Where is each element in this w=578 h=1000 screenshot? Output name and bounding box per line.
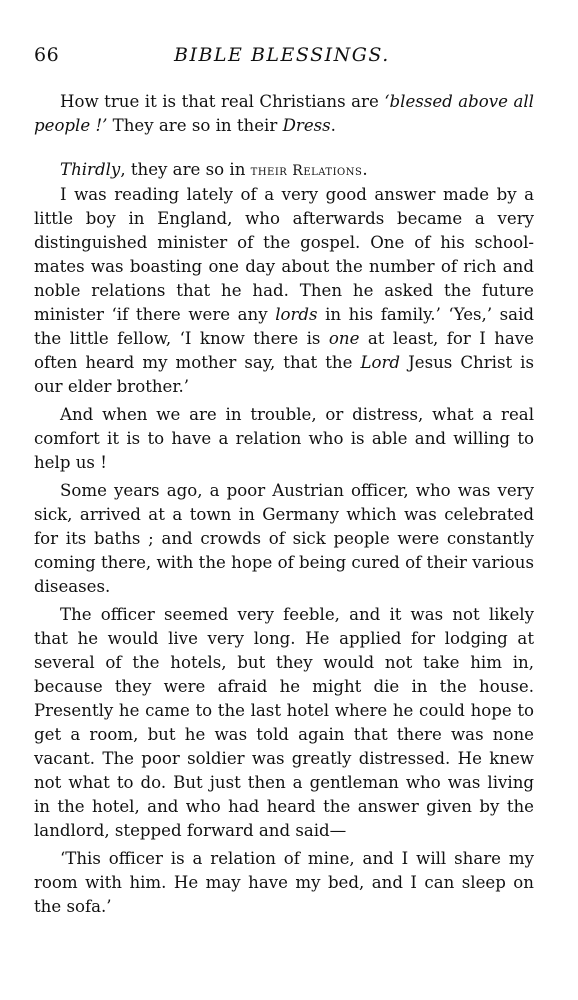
text-segment: ‘blessed above all people !’ [34,92,534,135]
text-segment: , they are so in [120,160,251,179]
text-segment: The officer seemed very feeble, and it was not likely that he would live very long. He applied for lodging at several of the hotels, but they would not take him in, because they were afraid he might die in the house. Presently he came to the last hotel where he could hope to get a room, but he was told again that there was none vacant. The poor soldier was greatly distressed. He knew not what to do. But just then a gentleman who was living in the hotel, and who had heard the answer given by the landlord, stepped forward and said— [34,605,534,840]
paragraph-6 [34,603,534,843]
text-segment: How true it is that real Christians are [60,92,385,111]
paragraph-4 [34,403,534,475]
text-segment: Dress [282,116,331,135]
text-segment: . [362,160,368,179]
text-segment: And when we are in trouble, or distress, what a real comfort it is to have a relation who is able and willing to help us ! [34,405,534,472]
paragraph-5 [34,479,534,599]
text-segment: one [328,329,360,348]
paragraph-3 [34,183,534,399]
text-segment: . [330,116,336,135]
page-number: 66 [34,44,60,66]
text-segment: Thirdly [60,160,121,179]
running-title: BIBLE BLESSINGS. [174,44,390,66]
text-segment: at least, for I have often heard my mother say, that the [34,329,534,372]
page-header [34,44,540,72]
text-segment: They are so in their [107,116,283,135]
text-segment: Lord [360,353,401,372]
body-text [34,90,534,919]
text-segment: ‘This officer is a relation of mine, and I will share my room with him. He may have my bed, and I can sleep on the sofa.’ [34,849,534,916]
paragraph-7 [34,847,534,919]
text-segment: Some years ago, a poor Austrian officer, who was very sick, arrived at a town in Germany which was celebrated for its baths ; and crowds of sick people were constantly coming there, with the hope of being cured of their various diseases. [34,481,534,596]
text-segment: their Relations [250,163,363,179]
paragraph-1 [34,90,534,138]
text-segment: Jesus Christ is our elder brother.’ [34,353,534,396]
paragraph-2 [34,158,534,183]
text-segment: lords [275,305,318,324]
text-segment: in his family.’ ‘Yes,’ said the little fellow, ‘I know there is [34,305,534,348]
text-segment: I was reading lately of a very good answer made by a little boy in England, who afterwards became a very distinguished minister of the gospel. One of his school-mates was boasting one day about the number of rich and noble relations that he had. Then he asked the future minister ‘if there were any [34,185,534,324]
